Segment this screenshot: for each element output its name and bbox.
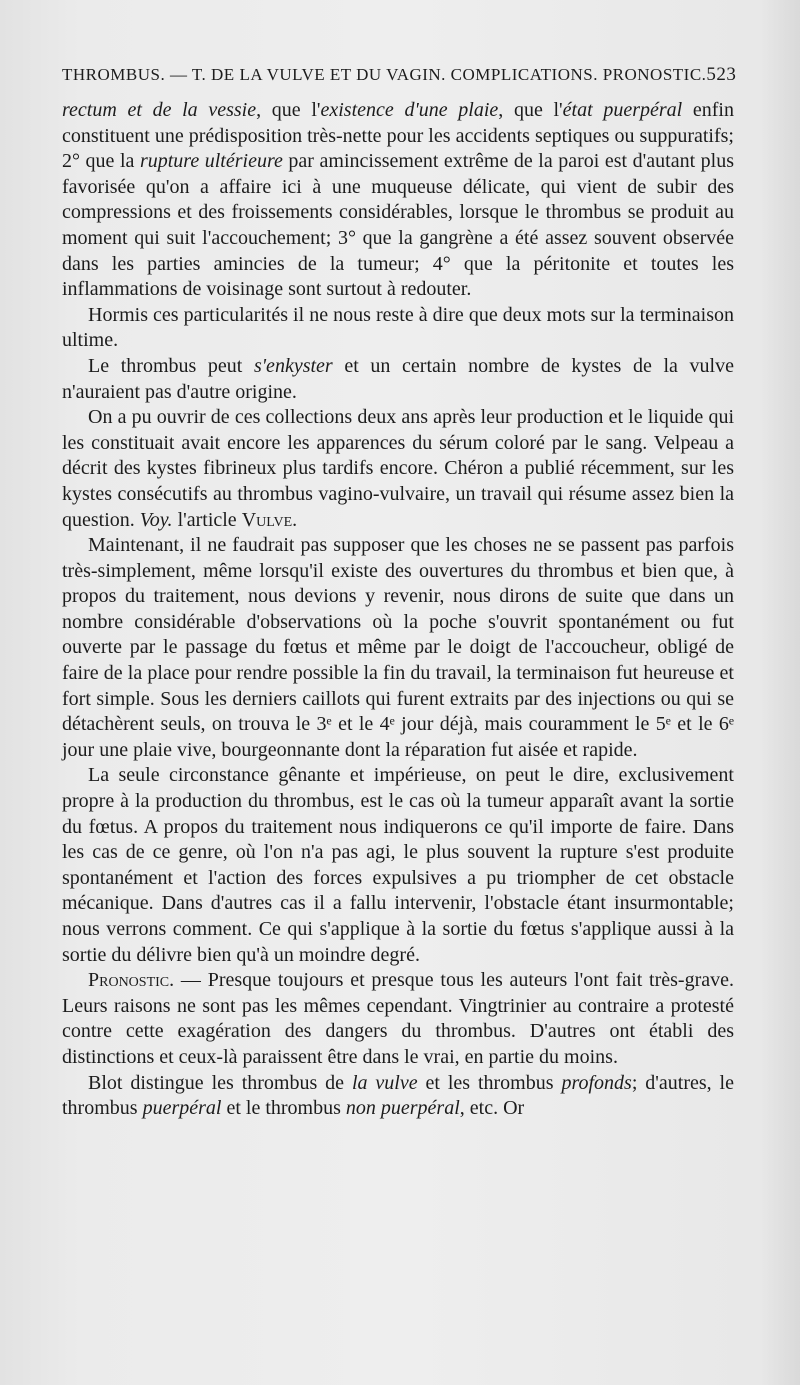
text-run: Blot distingue les thrombus de xyxy=(88,1071,352,1094)
text-run: et les thrombus xyxy=(417,1071,562,1094)
text-run: Maintenant, il ne faudrait pas supposer que les choses ne se passent pas parfois très-simplement, même lorsqu'il existe des ouvertures du thrombus et bien que, à propos du traitement, nous devions y revenir, nous dirons de suite que dans un nombre considérable d'observations où la poche s'ouvrit spontanément ou fut ouverte par le passage du fœtus et même par le doigt de l'accoucheur, obligé de faire de la place pour rendre possible la fin du travail, la terminaison fut heureuse et fort simple. Sous les derniers caillots qui furent extraits par des injections ou qui se détachèrent seuls, on trouva le 3ᵉ et le 4ᵉ jour déjà, mais couramment le 5ᵉ et le 6ᵉ jour une plaie vive, bourgeonnante dont la réparation fut aisée et rapide. xyxy=(62,534,734,761)
text-run: , etc. Or xyxy=(459,1097,525,1120)
paragraph-3 xyxy=(62,354,734,405)
text-run: l'article xyxy=(172,508,242,531)
text-run: Hormis ces particularités il ne nous reste à dire que deux mots sur la terminaison ultime. xyxy=(62,303,734,352)
small-caps-text: Pronostic xyxy=(88,969,170,992)
text-run: . xyxy=(292,508,298,531)
body-text xyxy=(62,98,734,1122)
paragraph-1 xyxy=(62,98,734,303)
paragraph-4 xyxy=(62,405,734,533)
italic-text: état puerpéral xyxy=(562,99,683,121)
text-run: ; d'autres, le thrombus xyxy=(62,1071,734,1120)
text-run: et le thrombus xyxy=(221,1097,346,1120)
page-number: 523 xyxy=(706,64,737,85)
running-title: THROMBUS. — T. DE LA VULVE ET DU VAGIN. COMPLICATIONS. PRONOSTIC. xyxy=(62,65,707,84)
italic-text: non puerpéral xyxy=(345,1097,460,1120)
italic-text: puerpéral xyxy=(142,1097,222,1120)
text-run: , que l' xyxy=(256,99,321,121)
running-header xyxy=(62,64,737,94)
text-run: On a pu ouvrir de ces collections deux ans après leur production et le liquide qui les constituait avait encore les apparences du sérum coloré par le sang. Velpeau a décrit des kystes fibrineux plus tardifs encore. Chéron a publié récemment, sur les kystes consécutifs au thrombus vagino-vulvaire, un travail qui résume assez bien la question. xyxy=(62,406,734,531)
small-caps-text: Vulve xyxy=(241,508,293,531)
text-run: enfin constituent une prédisposition très-nette pour les accidents septiques ou suppuratifs; 2° que la xyxy=(62,99,734,173)
paragraph-7-pronostic xyxy=(62,968,734,1070)
italic-text: existence d'une plaie xyxy=(320,99,499,121)
italic-text: profonds xyxy=(561,1071,632,1094)
text-run: , que l' xyxy=(498,99,563,121)
italic-text: rectum et de la vessie xyxy=(62,99,257,121)
italic-text: s'enkyster xyxy=(254,354,333,377)
italic-text: la vulve xyxy=(351,1071,418,1094)
paragraph-8 xyxy=(62,1071,734,1122)
text-run: La seule circonstance gênante et impérieuse, on peut le dire, exclusivement propre à la production du thrombus, est le cas où la tumeur apparaît avant la sortie du fœtus. A propos du traitement nous indiquerons ce qu'il importe de faire. Dans les cas de ce genre, où l'on n'a pas agi, le plus souvent la rupture s'est produite spontanément et l'action des forces expulsives a pu triompher de cet obstacle mécanique. Dans d'autres cas il a fallu intervenir, l'obstacle étant insurmontable; nous verrons comment. Ce qui s'applique à la sortie du fœtus s'applique aussi à la sortie du délivre bien qu'à un moindre degré. xyxy=(62,764,734,966)
text-run: Le thrombus peut xyxy=(88,354,254,377)
italic-text: rupture ultérieure xyxy=(139,150,283,173)
text-run: par amincissement extrême de la paroi est d'autant plus favorisée qu'on a affaire ici à une muqueuse délicate, qui vient de subir des compressions et des froissements considérables, lorsque le thrombus se produit au moment qui suit l'accouchement; 3° que la gangrène a été assez souvent observée dans les parties amincies de la tumeur; 4° que la péritonite et toutes les inflammations de voisinage sont surtout à redouter. xyxy=(62,150,735,301)
paragraph-6 xyxy=(62,763,734,968)
text-run: . — Presque toujours et presque tous les auteurs l'ont fait très-grave. Leurs raisons ne sont pas les mêmes cependant. Vingtrinier au contraire a protesté contre cette exagération des dangers du thrombus. D'autres ont établi des distinctions et ceux-là paraissent être dans le vrai, en partie du moins. xyxy=(62,969,734,1068)
italic-text: Voy. xyxy=(139,508,173,531)
paragraph-2 xyxy=(62,303,734,354)
paragraph-5 xyxy=(62,533,734,763)
text-run: et un certain nombre de kystes de la vulve n'auraient pas d'autre origine. xyxy=(62,354,734,403)
